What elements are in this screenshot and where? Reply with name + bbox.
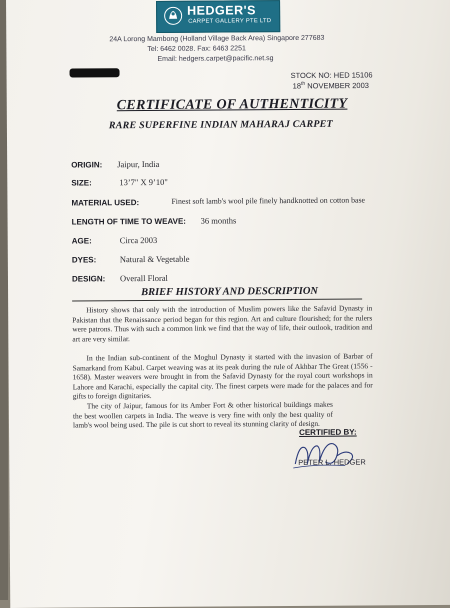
- certificate-title: CERTIFICATE OF AUTHENTICITY: [116, 96, 348, 114]
- date-suffix: th: [300, 80, 306, 87]
- dyes-value: Natural & Vegetable: [119, 253, 190, 265]
- certified-by-label: CERTIFIED BY:: [299, 427, 357, 437]
- design-value: Overall Floral: [119, 272, 168, 284]
- size-value: 13’7" X 9’10": [119, 176, 168, 188]
- company-phone-fax: Tel: 6462 0028. Fax: 6463 2251: [147, 45, 246, 54]
- company-address: 24A Lorong Mambong (Holland Village Back Area) Singapore 277683: [109, 34, 325, 44]
- material-label: MATERIAL USED:: [71, 198, 140, 208]
- origin-value: Jaipur, India: [117, 158, 160, 170]
- carpet-name: RARE SUPERFINE INDIAN MAHARAJ CARPET: [108, 118, 333, 132]
- logo-subtitle: CARPET GALLERY PTE LTD: [188, 18, 272, 25]
- history-paragraph-2: In the Indian sub-continent of the Moghul Dynasty it started with the invasion of Barbar of Samarkand from Kabul. Carpet weaving was at its peak during the rule of Akhbar The Great (1556 - 1658). Master weavers were brought in from the Safavid Dynasty for the royal court workshops in Lahore and Karachi, especially the capital city. The finest carpets were made for the palaces and for gifts to foreign dignitaries.: [72, 351, 373, 401]
- weave-time-label: LENGTH OF TIME TO WEAVE:: [71, 216, 186, 227]
- weave-time-value: 36 months: [200, 215, 237, 226]
- company-email: Email: hedgers.carpet@pacific.net.sg: [157, 55, 274, 63]
- logo-name: HEDGER'S: [187, 3, 256, 18]
- dyes-label: DYES:: [71, 255, 97, 265]
- age-value: Circa 2003: [119, 234, 158, 246]
- history-title: BRIEF HISTORY AND DESCRIPTION: [141, 285, 319, 299]
- history-paragraph-1: History shows that only with the introduction of Muslim powers like the Safavid Dynasty in Pakistan that the Renaissance period began for this region. Art and culture flourished; for the rulers were patrons. Thus with such a common link we find that the way of life, their outlook, tradition and art are very similar.: [72, 303, 373, 344]
- certificate-paper: [6, 0, 450, 608]
- size-label: SIZE:: [71, 178, 92, 188]
- date-rest: NOVEMBER 2003: [305, 80, 369, 91]
- history-paragraph-3: The city of Jaipur, famous for its Amber Fort & other historical buildings makes the best woollen carpets in India. The weave is very fine with only the best quality of lamb's wool being used. The pile is cut short to reveal its stunning clarity of design.: [72, 399, 333, 430]
- redaction-bar: [70, 68, 120, 77]
- design-label: DESIGN:: [71, 274, 106, 284]
- date-day: 18: [292, 81, 302, 91]
- stock-number: STOCK NO: HED 15106: [290, 70, 373, 81]
- age-label: AGE:: [71, 236, 92, 246]
- lion-crest-icon: [163, 6, 183, 26]
- certificate-date: [293, 80, 369, 90]
- section-divider: [72, 299, 362, 302]
- origin-label: ORIGIN:: [71, 160, 103, 170]
- company-logo: [156, 0, 280, 33]
- material-value: Finest soft lamb's wool pile finely handknotted on cotton base: [171, 195, 365, 206]
- signer-name: PETER L. HEDGER: [298, 457, 366, 467]
